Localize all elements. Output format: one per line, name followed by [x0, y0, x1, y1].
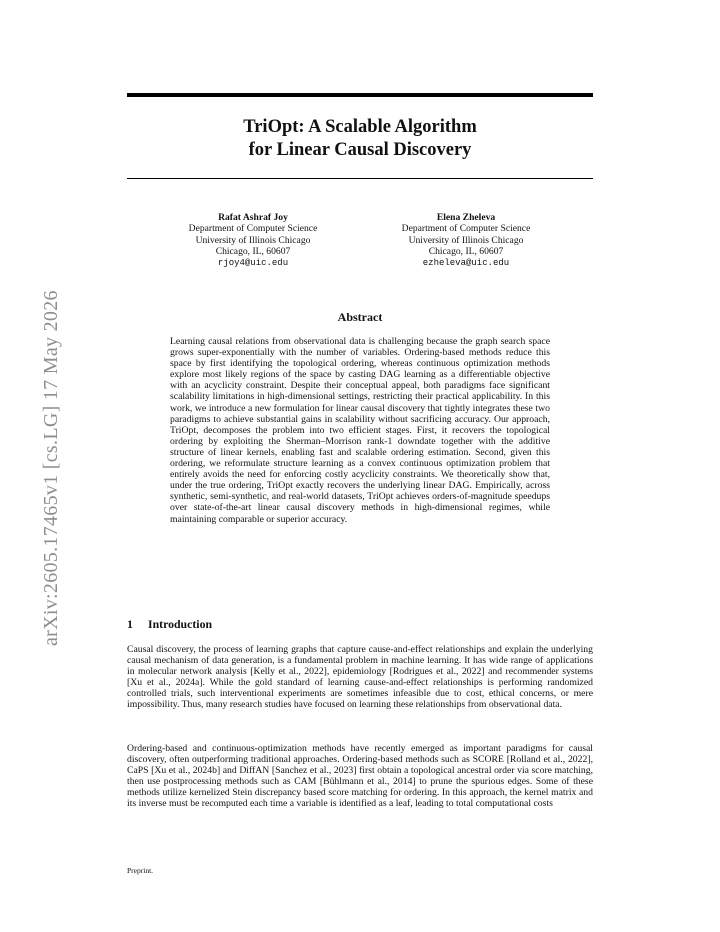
- author-institution: University of Illinois Chicago: [408, 234, 524, 246]
- arxiv-identifier: arXiv:2605.17465v1 [cs.LG] 17 May 2026: [40, 290, 62, 646]
- intro-paragraph-2: Ordering-based and continuous-optimization methods have recently emerged as important paradigms for causal discovery, often outperforming traditional approaches. Ordering-based methods such as SCORE [Rolland et al., 2022], CaPS [Xu et al., 2024b] and DiffAN [Sanchez et al., 2023] first obtain a topological ancestral order via score matching, then use postprocessing methods such as CAM [Bühlmann et al., 2014] to prune the spurious edges. Some of these methods utilize kernelized Stein discrepancy based score matching for ordering. In this approach, the kernel matrix and its inverse must be recomputed each time a variable is identified as a leaf, leading to total computational costs: [127, 743, 593, 810]
- author-name: Rafat Ashraf Joy: [218, 212, 288, 223]
- author-department: Department of Computer Science: [188, 223, 318, 235]
- title-bottom-rule: [127, 178, 593, 179]
- author-institution: University of Illinois Chicago: [195, 234, 311, 246]
- section-heading: [127, 617, 593, 632]
- abstract-text: Learning causal relations from observational data is challenging because the graph search space grows super-exponentially with the number of variables. Ordering-based methods reduce this space by first identifying the topological ordering, whereas continuous optimization methods explore most likely regions of the space by casting DAG learning as a differentiable objective with an acyclicity constraint. Despite their conceptual appeal, both paradigms face significant scalability limitations in high-dimensional settings, restricting their practical applicability. In this work, we introduce a new formulation for linear causal discovery that tightly integrates these two paradigms to achieve substantial gains in scalability without sacrificing accuracy. Our approach, TriOpt, decomposes the problem into two efficient stages. First, it recovers the topological ordering by exploiting the Sherman–Morrison rank-1 downdate together with the additive structure of linear kernels, enabling fast and scalable ordering estimation. Second, given this ordering, we reformulate structure learning as a convex continuous optimization problem that entirely avoids the need for enforcing costly acyclicity constraints. We theoretically show that, under the true ordering, TriOpt exactly recovers the underlying linear DAG. Empirically, across synthetic, semi-synthetic, and real-world datasets, TriOpt achieves orders-of-magnitude speedups over state-of-the-art linear causal discovery methods in high-dimensional regimes, while maintaining comparable or superior accuracy.: [170, 336, 550, 525]
- author-email: rjoy4@uic.edu: [217, 257, 289, 268]
- author-email: ezheleva@uic.edu: [422, 257, 510, 268]
- author-location: Chicago, IL, 60607: [428, 246, 504, 258]
- title-line-2: for Linear Causal Discovery: [248, 140, 472, 160]
- footer-preprint: Preprint.: [127, 866, 154, 875]
- section-number: 1: [127, 617, 133, 631]
- author-name: Elena Zheleva: [436, 212, 496, 223]
- title-top-rule: [127, 93, 593, 97]
- author-block-1: [153, 212, 353, 269]
- abstract-heading: Abstract: [337, 310, 383, 324]
- author-block-2: [366, 212, 566, 269]
- author-location: Chicago, IL, 60607: [215, 246, 291, 258]
- author-department: Department of Computer Science: [401, 223, 531, 235]
- section-title: Introduction: [148, 617, 213, 631]
- intro-paragraph-1: Causal discovery, the process of learning graphs that capture cause-and-effect relationships and explain the underlying causal mechanism of data generation, is a fundamental problem in machine learning. It has wide range of applications in molecular network analysis [Kelly et al., 2022], epidemiology [Rodrigues et al., 2022] and recommender systems [Xu et al., 2024a]. While the gold standard of learning cause-and-effect relationships is performing randomized controlled trials, such interventional experiments are sometimes infeasible due to cost, ethical concerns, or mere impossibility. Thus, many research studies have focused on learning these relationships from observational data.: [127, 644, 593, 711]
- paper-title: [127, 116, 593, 162]
- title-line-1: TriOpt: A Scalable Algorithm: [243, 117, 477, 137]
